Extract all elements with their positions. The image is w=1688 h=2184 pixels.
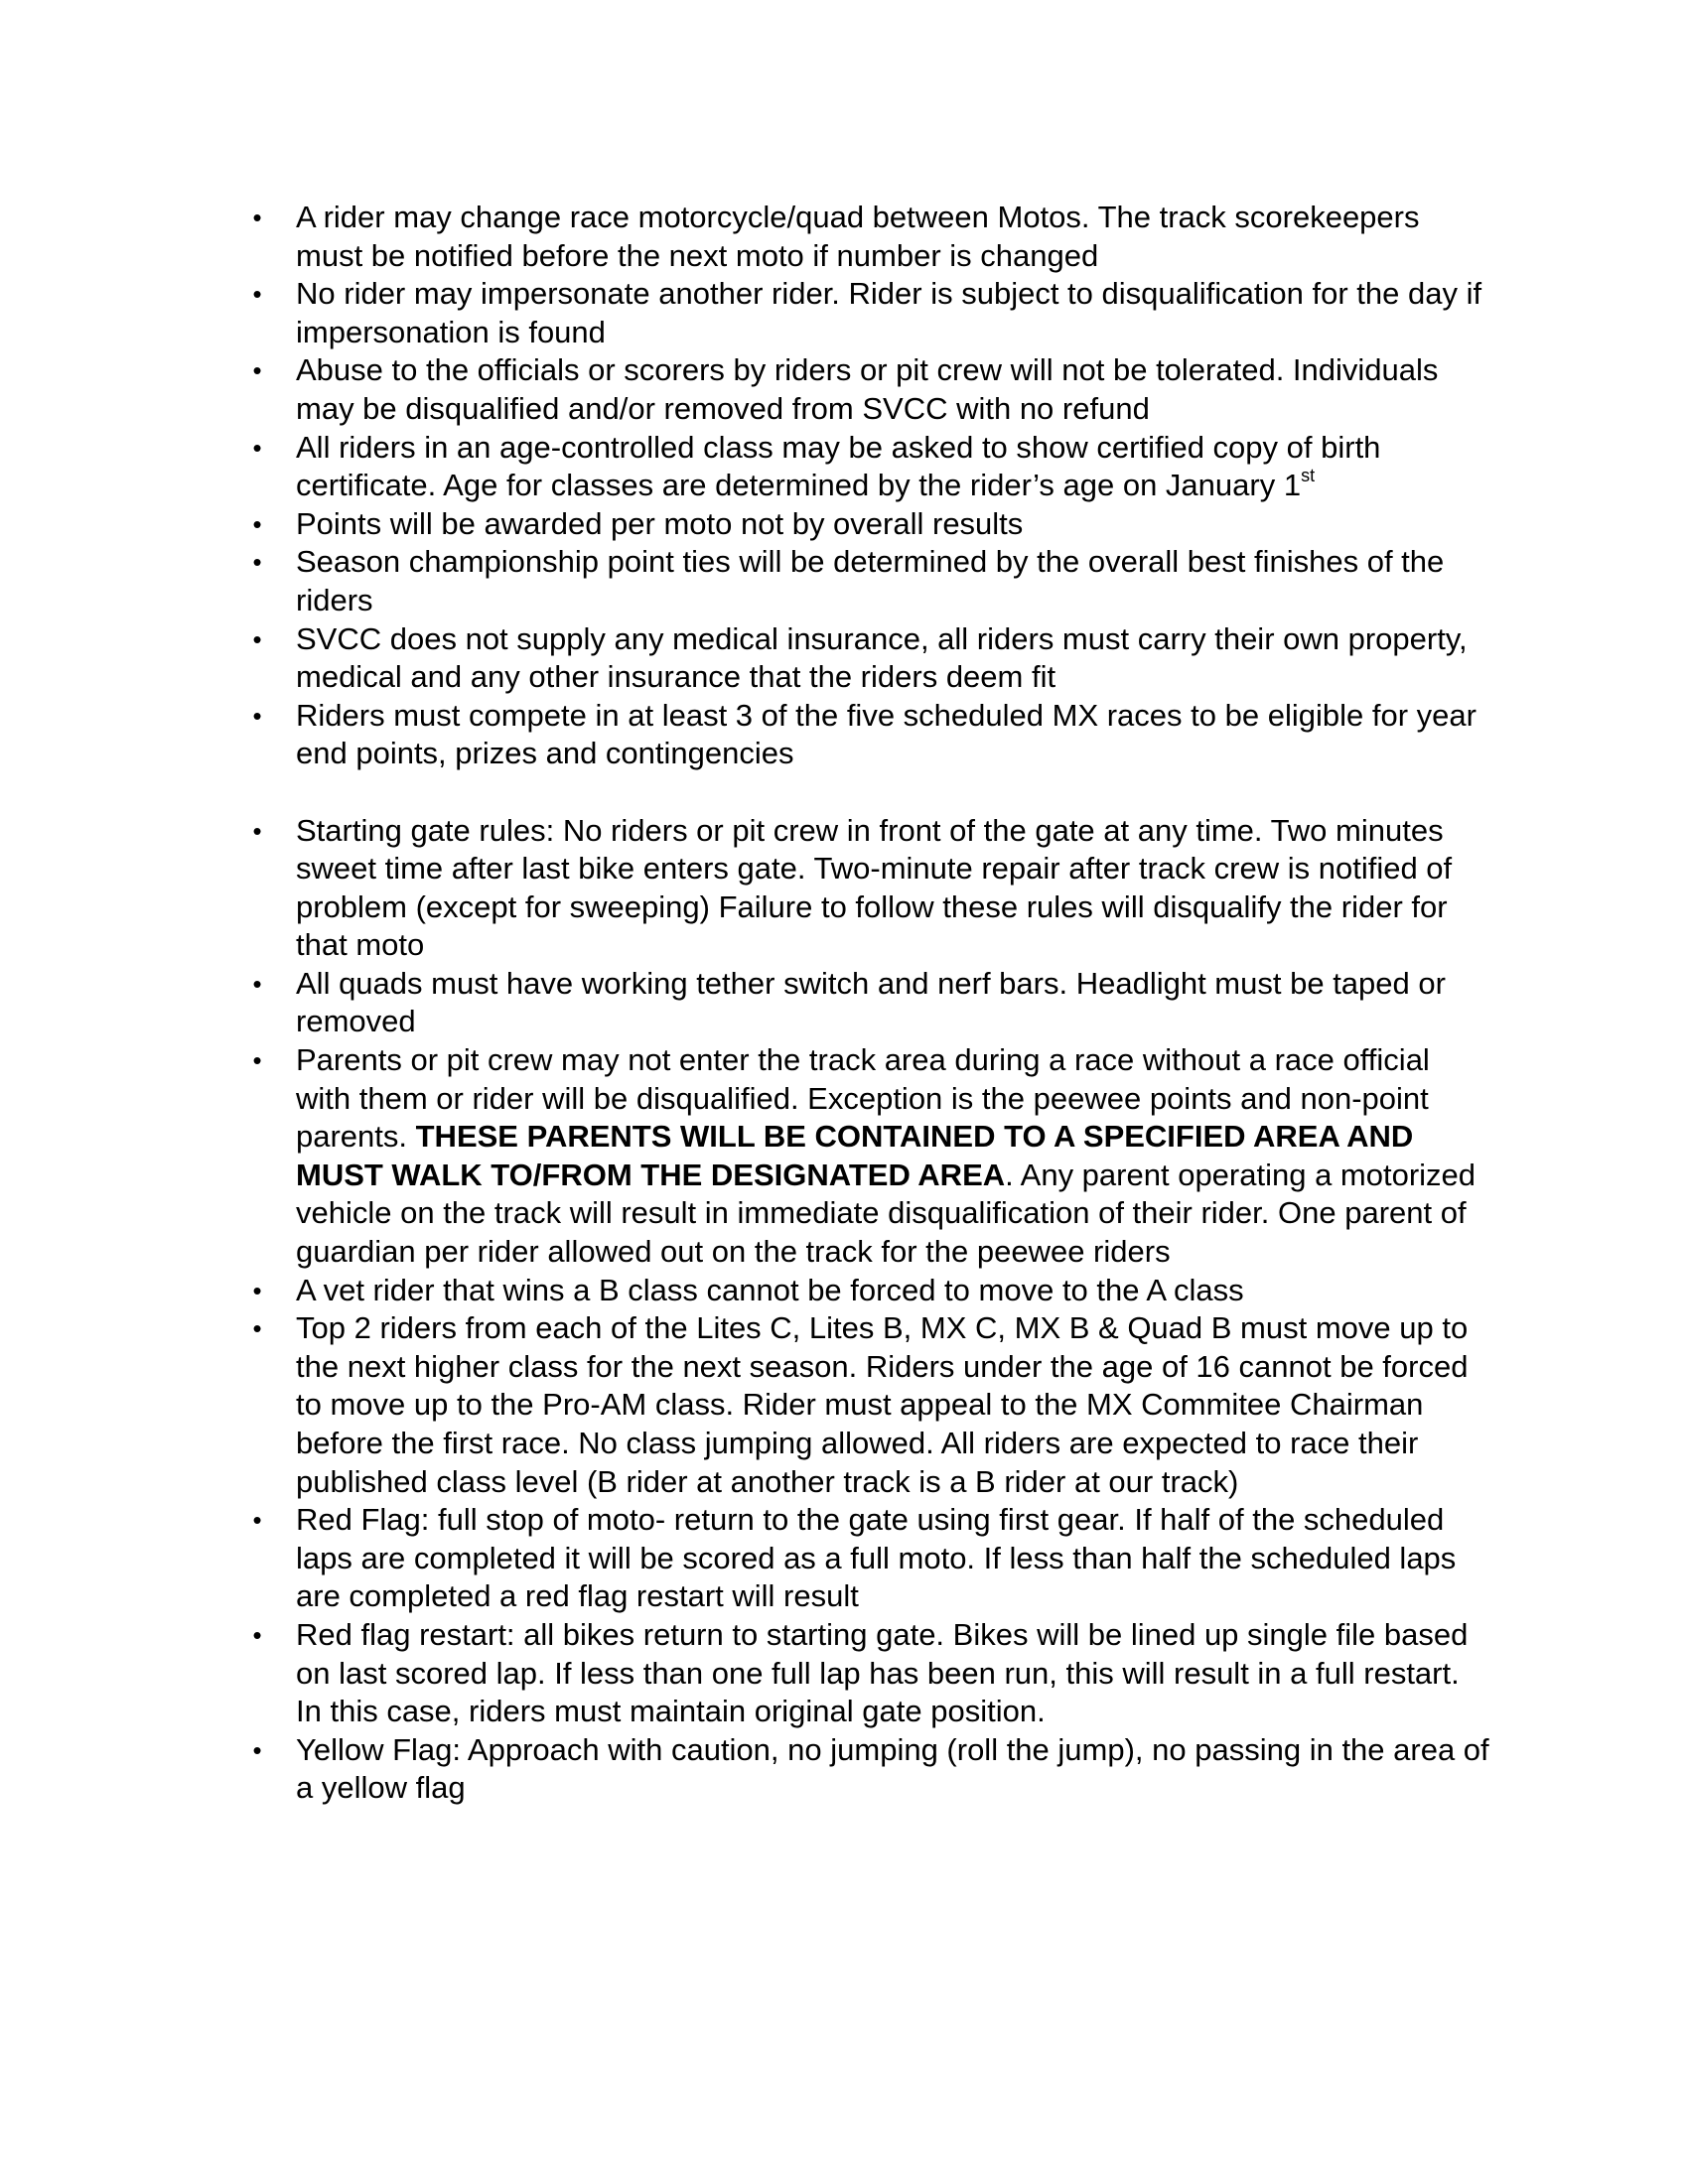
rule-item-starting-gate (236, 812, 1489, 965)
bullet-icon: • (252, 432, 262, 463)
rule-item-point-ties (236, 543, 1489, 619)
rule-text: SVCC does not supply any medical insurance, all riders must carry their own property, medical and any other insurance that the riders deem fit (296, 620, 1468, 695)
rule-text (296, 429, 1489, 505)
bullet-icon: • (252, 623, 262, 654)
bullet-icon: • (252, 547, 262, 578)
bullet-icon: • (252, 815, 262, 846)
bullet-icon: • (252, 1619, 262, 1650)
rule-text-bold-warning: THESE PARENTS WILL BE CONTAINED TO A SPECIFIED AREA AND MUST WALK TO/FROM THE DESIGNATED AREA (296, 1119, 1414, 1192)
bullet-icon: • (252, 203, 262, 232)
rule-text: A vet rider that wins a B class cannot be forced to move to the A class (296, 1272, 1244, 1307)
ordinal-superscript: st (1301, 466, 1316, 486)
rule-item-class-movement (236, 1309, 1489, 1501)
rule-item-eligibility (236, 697, 1489, 773)
rule-item-yellow-flag (236, 1731, 1489, 1808)
rule-item-insurance (236, 620, 1489, 697)
bullet-icon: • (252, 508, 262, 539)
bullet-icon: • (252, 1275, 262, 1305)
rule-text: Season championship point ties will be determined by the overall best finishes of the riders (296, 544, 1445, 617)
rule-text-after: . Any parent operating a motorized vehicle on the track will result in immediate disqualification of their rider. One parent of guardian per rider allowed out on the track for the peewee riders (296, 1157, 1477, 1270)
rules-list (236, 199, 1489, 1808)
bullet-icon: • (252, 700, 262, 731)
bullet-icon: • (252, 968, 262, 999)
rule-text: Riders must compete in at least 3 of the five scheduled MX races to be eligible for year end points, prizes and contingencies (296, 697, 1477, 771)
rule-text: Yellow Flag: Approach with caution, no jumping (roll the jump), no passing in the area of a yellow flag (296, 1731, 1489, 1806)
rule-text: Top 2 riders from each of the Lites C, Lites B, MX C, MX B & Quad B must move up to the next higher class for the next season. Riders under the age of 16 cannot be forced to move up to the Pro-AM class. Rider must appeal to the MX Commitee Chairman before the first race. No class jumping allowed. All riders are expected to race their published class level (B rider at another track is a B rider at our track) (296, 1310, 1469, 1499)
rule-text: Red flag restart: all bikes return to starting gate. Bikes will be lined up single file based on last scored lap. If less than one full lap has been run, this will result in a full restart. In this case, riders must maintain original gate position. (296, 1616, 1469, 1729)
rule-item-quads (236, 965, 1489, 1041)
rule-text: Abuse to the officials or scorers by riders or pit crew will not be tolerated. Individuals may be disqualified and/or removed from SVCC with no refund (296, 352, 1439, 426)
rule-text: Red Flag: full stop of moto- return to the gate using first gear. If half of the scheduled laps are completed it will be scored as a full moto. If less than half the scheduled laps are completed a red flag restart will result (296, 1502, 1457, 1614)
rule-text (296, 1041, 1489, 1272)
rule-item-red-flag (236, 1501, 1489, 1616)
rule-text: Points will be awarded per moto not by overall results (296, 505, 1024, 541)
rule-text-before: Parents or pit crew may not enter the track area during a race without a race official with them or rider will be disqualified. Exception is the peewee points and non-point parents. (296, 1042, 1430, 1155)
bullet-icon: • (252, 1045, 262, 1076)
rule-text: No rider may impersonate another rider. Rider is subject to disqualification for the day if impersonation is found (296, 276, 1482, 349)
bullet-icon: • (252, 355, 262, 386)
bullet-icon: • (252, 279, 262, 310)
rule-text: All quads must have working tether switch and nerf bars. Headlight must be taped or removed (296, 965, 1446, 1039)
rule-item-birth-certificate (236, 429, 1489, 505)
rule-text: A rider may change race motorcycle/quad between Motos. The track scorekeepers must be notified before the next moto if number is changed (296, 200, 1420, 273)
rule-item-change-motorcycle (236, 199, 1489, 275)
bullet-icon: • (252, 1734, 262, 1765)
rule-item-points-per-moto (236, 505, 1489, 544)
rule-item-red-flag-restart (236, 1616, 1489, 1731)
bullet-icon: • (252, 1313, 262, 1344)
rule-item-abuse (236, 351, 1489, 428)
bullet-icon: • (252, 1505, 262, 1536)
rule-item-impersonation (236, 275, 1489, 351)
rule-text-main: All riders in an age-controlled class may be asked to show certified copy of birth certificate. Age for classes are determined by the rider’s age on January 1 (296, 429, 1381, 503)
rule-text: Starting gate rules: No riders or pit crew in front of the gate at any time. Two minutes sweet time after last bike enters gate. Two-minute repair after track crew is notified of problem (except for sweeping) Failure to follow these rules will disqualify the rider for that moto (296, 812, 1453, 963)
rule-item-parents-pit-crew (236, 1041, 1489, 1272)
rule-item-vet-rider (236, 1272, 1489, 1310)
